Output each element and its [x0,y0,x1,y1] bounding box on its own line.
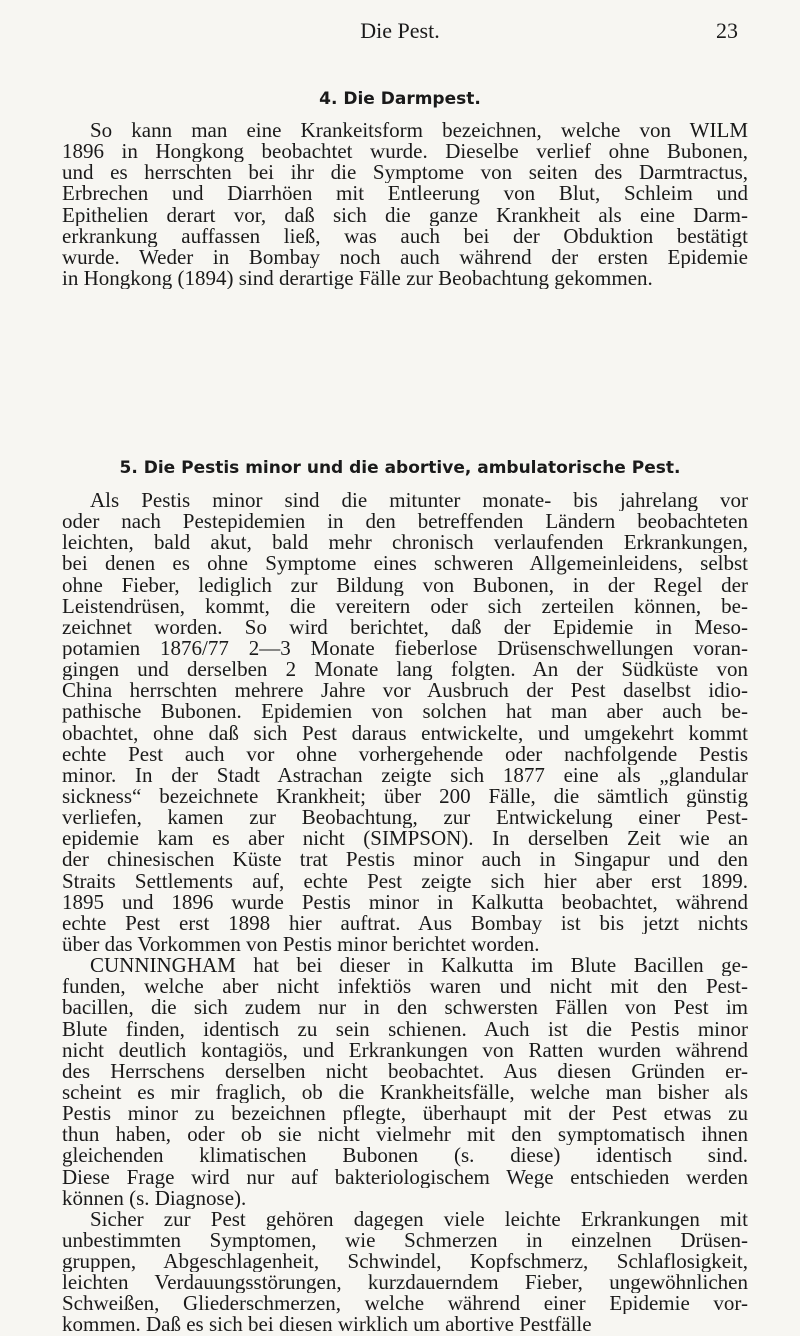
text-line: über das Vorkommen von Pestis minor berichtet worden. [62,933,540,956]
text-line: leichten, bald akut, bald mehr chronisch verlaufenden Erkrankungen, [62,532,748,554]
text-line: minor. In der Stadt Astrachan zeigte sich 1877 eine als „glandular [62,764,748,786]
text-line: Erbrechen und Diarrhöen mit Entleerung von Blut, Schleim und [62,183,748,205]
running-head-title: Die Pest. [360,18,440,43]
text-line: bei denen es ohne Symptome eines schweren Allgemeinleidens, selbst [62,553,748,575]
section-5-heading: 5. Die Pestis minor und die abortive, ambulatorische Pest. [119,458,681,478]
text-line: echte Pest auch vor ohne vorhergehende oder nachfolgende Pestis [62,743,748,765]
text-line: des Herrschens derselben nicht beobachtet. Aus diesen Gründen er- [62,1060,748,1082]
text-line: unbestimmten Symptomen, wie Schmerzen in einzelnen Drüsen- [62,1229,748,1252]
text-line: epidemie kam es aber nicht (SIMPSON). In derselben Zeit wie an [62,828,748,850]
text-line: gingen und derselben 2 Monate lang folgten. An der Südküste von [62,659,748,681]
section-4-heading: 4. Die Darmpest. [319,89,481,109]
section-4-body [62,120,748,289]
text-line: ohne Fieber, lediglich zur Bildung von Bubonen, in der Regel der [62,574,748,596]
text-line: 1895 und 1896 wurde Pestis minor in Kalkutta beobachtet, während [62,891,748,913]
text-line: obachtet, ohne daß sich Pest daraus entwickelte, und umgekehrt kommt [62,722,748,744]
section-5-body [62,490,748,1336]
text-line: gruppen, Abgeschlagenheit, Schwindel, Kopfschmerz, Schlaflosigkeit, [62,1251,748,1273]
text-line: nicht deutlich kontagiös, und Erkrankungen von Ratten wurden während [62,1039,748,1061]
text-line: leichten Verdauungsstörungen, kurzdauerndem Fieber, ungewöhnlichen [62,1272,748,1294]
text-line: kommen. Daß es sich bei diesen wirklich um abortive Pestfälle [62,1314,592,1336]
text-line: in Hongkong (1894) sind derartige Fälle zur Beobachtung gekommen. [62,267,653,290]
text-line: oder nach Pestepidemien in den betreffenden Ländern beobachteten [62,511,748,533]
text-line: CUNNINGHAM hat bei dieser in Kalkutta im Blute Bacillen ge- [90,955,748,977]
text-line: Schweißen, Gliederschmerzen, welche während einer Epidemie vor- [62,1293,748,1315]
text-line: China herrschten mehrere Jahre vor Ausbruch der Pest daselbst idio- [62,680,748,702]
text-line: pathische Bubonen. Epidemien von solchen hat man aber auch be- [62,701,748,723]
text-line: und es herrschten bei ihr die Symptome von seiten des Darmtractus, [62,162,748,184]
text-line: Leistendrüsen, kommt, die vereitern oder sich zerteilen können, be- [62,595,748,617]
text-line: Epithelien derart vor, daß sich die ganze Krankheit als eine Darm- [62,204,748,226]
text-line: verliefen, kamen zur Beobachtung, zur Entwickelung einer Pest- [62,807,748,829]
text-line: Als Pestis minor sind die mitunter monate- bis jahrelang vor [90,490,748,512]
text-line: So kann man eine Krankeitsform bezeichnen, welche von WILM [90,120,748,142]
text-line: wurde. Weder in Bombay noch auch während der ersten Epidemie [62,246,748,268]
text-line: Pestis minor zu bezeichnen pflegte, überhaupt mit der Pest etwas zu [62,1103,748,1125]
text-line: können (s. Diagnose). [62,1187,247,1209]
text-line: 1896 in Hongkong beobachtet wurde. Dieselbe verlief ohne Bubonen, [62,141,748,163]
text-line: scheint es mir fraglich, ob die Krankheitsfälle, welche man bisher als [62,1081,748,1104]
text-line: funden, welche aber nicht infektiös waren und nicht mit den Pest- [62,976,748,998]
text-line: Diese Frage wird nur auf bakteriologischem Wege entschieden werden [62,1166,748,1188]
text-line: echte Pest erst 1898 hier auftrat. Aus Bombay ist bis jetzt nichts [62,912,748,934]
text-line: bacillen, die sich zudem nur in den schwersten Fällen von Pest im [62,997,748,1019]
text-line: potamien 1876/77 2—3 Monate fieberlose Drüsenschwellungen voran- [62,637,748,660]
running-head [62,18,738,48]
text-line: Blute finden, identisch zu sein schienen. Auch ist die Pestis minor [62,1018,748,1040]
page-number: 23 [716,18,738,43]
text-line: thun haben, oder ob sie nicht vielmehr mit den symptomatisch ihnen [62,1124,748,1146]
text-line: gleichenden klimatischen Bubonen (s. diese) identisch sind. [62,1145,748,1167]
text-line: Straits Settlements auf, echte Pest zeigte sich hier aber erst 1899. [62,870,748,892]
text-line: zeichnet worden. So wird berichtet, daß der Epidemie in Meso- [62,616,748,638]
text-line: sickness“ bezeichnete Krankheit; über 200 Fälle, die sämtlich günstig [62,785,748,808]
text-line: Sicher zur Pest gehören dagegen viele leichte Erkrankungen mit [90,1208,748,1230]
text-line: der chinesischen Küste trat Pestis minor auch in Singapur und den [62,849,748,871]
text-line: erkrankung auffassen ließ, was auch bei der Obduktion bestätigt [62,225,748,247]
